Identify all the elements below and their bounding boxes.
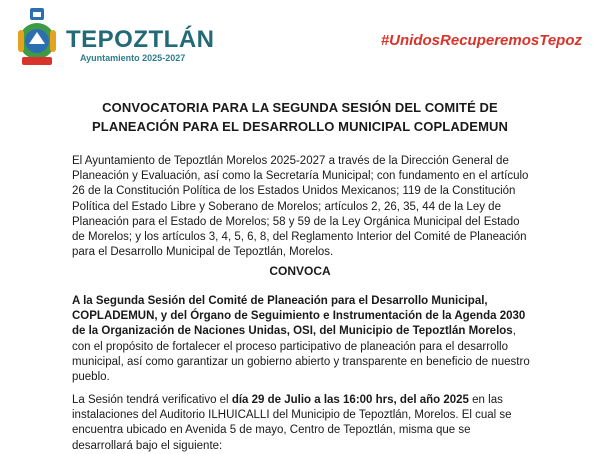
legal-basis-paragraph: El Ayuntamiento de Tepoztlán Morelos 2025-2027 a través de la Dirección General de Planeación y Evaluación, así como la Secretaría Municipal; con fundamento en el artículo 26 de la Constitución Política de los Estados Unidos Mexicanos; 119 de la Constitución Política del Estado Libre y Soberano de Morelos; artículos 2, 26, 35, 44 de la Ley de Planeación para el Estado de Morelos; 58 y 59 de la Ley Orgánica Municipal del Estado de Morelos; y los artículos 3, 4, 5, 6, 8, del Reglamento Interior del Comité de Planeación para el Desarrollo Municipal de Tepoztlán, Morelos.	[72, 155, 529, 259]
invitation-paragraph	[72, 294, 532, 385]
title-line-2: PLANEACIÓN PARA EL DESARROLLO MUNICIPAL COPLADEMUN	[92, 119, 508, 134]
session-intro-text: La Sesión tendrá verificativo el	[72, 394, 232, 406]
session-location-text: en las instalaciones del Auditorio ILHUICALLI del Municipio de Tepoztlán, Morelos. El cual se encuentra ubicado en Avenida 5 de mayo, Centro de Tepoztlán, misma que se desarrollará bajo el siguiente:	[72, 394, 512, 452]
municipal-emblem-icon	[14, 8, 60, 70]
page-header	[0, 0, 600, 80]
brand-subtitle: Ayuntamiento 2025-2027	[80, 53, 186, 63]
convoca-heading: CONVOCA	[269, 264, 331, 278]
campaign-hashtag: #UnidosRecuperemosTepoz	[380, 32, 582, 49]
brand-name: TEPOZTLÁN	[66, 26, 215, 53]
page-title	[40, 98, 560, 136]
title-line-1: CONVOCATORIA PARA LA SEGUNDA SESIÓN DEL COMITÉ DE	[102, 100, 498, 115]
invitation-bold-text: A la Segunda Sesión del Comité de Planeación para el Desarrollo Municipal, COPLADEMUN, y del Órgano de Seguimiento e Instrumentación de la Agenda 2030 de la Organización de Naciones Unidas, OSI, del Municipio de Tepoztlán Morelos	[72, 295, 526, 338]
session-date-text: día 29 de Julio a las 16:00 hrs, del año 2025	[231, 394, 469, 406]
session-details-paragraph	[72, 393, 532, 454]
invitation-rest-text: , con el propósito de fortalecer el proceso participativo de planeación para el desarrollo municipal, así como garantizar un gobierno abierto y transparente en beneficio de nuestro pueblo.	[72, 325, 530, 384]
